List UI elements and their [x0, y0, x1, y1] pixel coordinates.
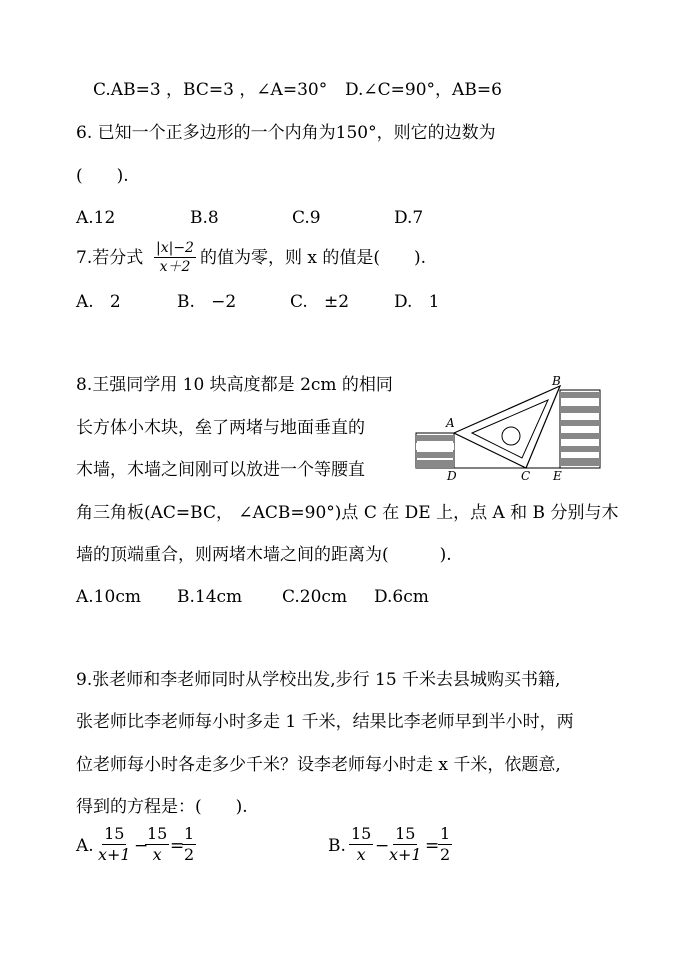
q9-b-frac-1 — [349, 826, 373, 863]
q6-option-d: D.7 — [394, 208, 424, 228]
q8-line-2: 长方体小木块，垒了两堵与地面垂直的 — [76, 418, 365, 438]
label-d: D — [447, 469, 457, 483]
q7-suffix: 的值为零，则 x 的值是( ). — [200, 248, 427, 268]
label-b: B — [552, 376, 561, 388]
q9-a-frac-1 — [96, 826, 133, 863]
triangle-abc — [454, 386, 560, 468]
triangle-hole — [502, 427, 520, 445]
q9-a-frac-3-den: 2 — [184, 845, 195, 864]
q9-a-frac-3 — [182, 826, 196, 863]
option-d-prev: D.∠C=90°，AB=6 — [345, 80, 502, 100]
q9-a-minus: − — [134, 836, 149, 856]
q7-fraction — [154, 241, 196, 274]
q9-b-frac-3-den: 2 — [440, 845, 451, 864]
q9-b-frac-2-num: 15 — [395, 824, 416, 843]
q9-a-frac-2 — [145, 826, 169, 863]
q8-wall-triangle-figure — [410, 376, 606, 484]
q9-a-equals: = — [170, 836, 185, 856]
q9-b-frac-3 — [438, 826, 452, 863]
q9-a-frac-1-den: x+1 — [98, 845, 131, 864]
q9-b-frac-1-den: x — [356, 845, 366, 864]
q9-b-frac-3-num: 1 — [440, 824, 451, 843]
q6-option-b: B.8 — [190, 208, 219, 228]
q9-line-2: 张老师比李老师每小时多走 1 千米，结果比李老师早到半小时，两 — [76, 712, 574, 732]
q9-line-4: 得到的方程是：( ). — [76, 797, 248, 817]
q9-line-1: 9.张老师和李老师同时从学校出发,步行 15 千米去县城购买书籍, — [76, 670, 561, 690]
q7-option-c: C. ±2 — [290, 292, 350, 312]
label-a: A — [446, 416, 455, 430]
q8-line-3: 木墙，木墙之间刚可以放进一个等腰直 — [76, 460, 365, 480]
q8-option-d: D.6cm — [374, 587, 429, 607]
right-wood-wall — [560, 390, 600, 468]
q9-a-frac-2-den: x — [152, 845, 162, 864]
q6-option-c: C.9 — [292, 208, 321, 228]
q9-b-frac-1-num: 15 — [351, 824, 372, 843]
q9-b-frac-2-den: x+1 — [389, 845, 422, 864]
q8-option-a: A.10cm — [76, 587, 141, 607]
q9-b-frac-2 — [387, 826, 424, 863]
q9-option-b-label: B. — [328, 836, 346, 856]
q7-option-d: D. 1 — [394, 292, 440, 312]
q7-option-b: B. −2 — [177, 292, 237, 312]
q7-option-a: A. 2 — [76, 292, 121, 312]
q8-option-b: B.14cm — [177, 587, 243, 607]
option-c-prev: C.AB=3 ，BC=3 ，∠A=30° — [93, 80, 328, 100]
q9-line-3: 位老师每小时各走多少千米？设李老师每小时走 x 千米，依题意, — [76, 755, 561, 775]
left-wood-wall — [416, 433, 454, 468]
q9-a-frac-2-num: 15 — [147, 824, 168, 843]
q8-line-5: 墙的顶端重合，则两堵木墙之间的距离为( ). — [76, 545, 452, 565]
q6-text: 6. 已知一个正多边形的一个内角为150°，则它的边数为 — [76, 123, 496, 143]
q9-b-minus: − — [375, 836, 390, 856]
q8-line-1: 8.王强同学用 10 块高度都是 2cm 的相同 — [76, 375, 393, 395]
label-e: E — [553, 469, 562, 483]
q6-blank: ( ). — [76, 166, 129, 186]
q9-b-equals: = — [425, 836, 440, 856]
label-c: C — [521, 469, 531, 483]
q9-option-a-label: A. — [76, 836, 94, 856]
q7-prefix: 7.若分式 — [76, 248, 144, 268]
q8-line-4: 角三角板(AC=BC， ∠ACB=90°)点 C 在 DE 上，点 A 和 B 分别与木 — [76, 503, 619, 523]
q7-fraction-denominator: x＋2 — [159, 259, 191, 275]
q7-fraction-numerator: |x|−2 — [156, 240, 194, 256]
q8-option-c: C.20cm — [282, 587, 348, 607]
q9-a-frac-3-num: 1 — [184, 824, 195, 843]
q6-option-a: A.12 — [76, 208, 116, 228]
q9-a-frac-1-num: 15 — [104, 824, 125, 843]
